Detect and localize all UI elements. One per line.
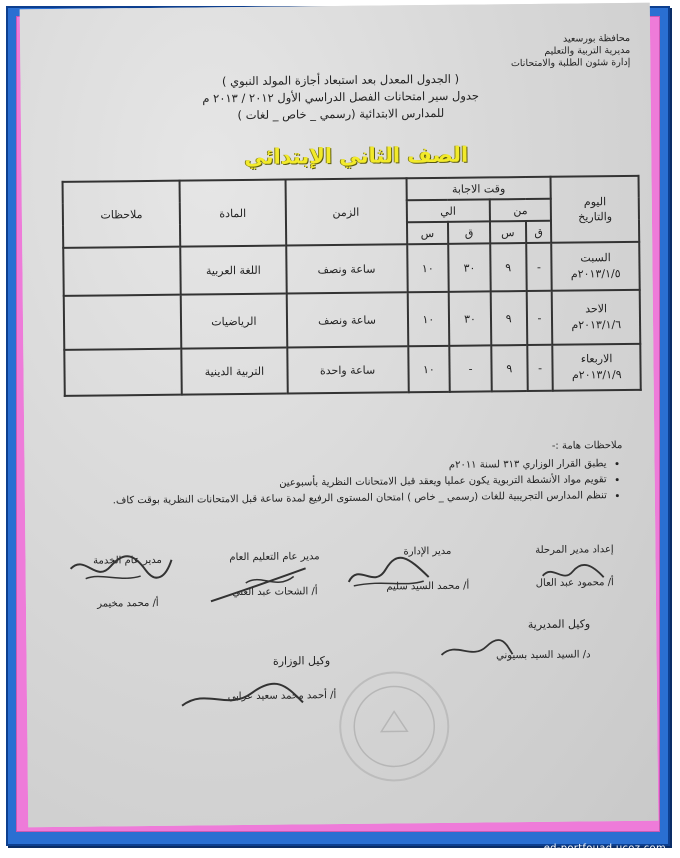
header-notes: ملاحظات (63, 181, 181, 248)
title-line: للمدارس الابتدائية (رسمي _ خاص _ لغات ) (237, 105, 445, 123)
signature-general-ed (209, 550, 339, 599)
header-date: والتاريخ (578, 210, 613, 224)
day: الاربعاء (580, 352, 613, 366)
cell-to-q: ٣٠ (448, 243, 490, 291)
header-answer-time: وقت الاجابة (406, 177, 551, 201)
cell-notes (64, 349, 182, 396)
issuer-line: مديرية التربية والتعليم (544, 44, 631, 57)
cell-duration: ساعة ونصف (286, 244, 407, 293)
cell-duration: ساعة ونصف (286, 292, 408, 347)
header-to: الي (406, 199, 490, 222)
cell-day-date (552, 242, 640, 291)
cell-to-s: ١٠ (407, 292, 449, 346)
table-row (63, 242, 639, 296)
signature-director-general (67, 554, 188, 611)
cell-to-q: ٣٠ (449, 291, 491, 345)
cell-from-q: - (526, 243, 552, 291)
cell-day-date (552, 290, 640, 345)
note-item: • تنظم المدارس التجريبية للغات (رسمي _ خاص ) امتحان المستوى الرفيع لمدة ساعة قبل الامتحانات النظرية بوقت كاف. (63, 489, 607, 509)
exam-schedule-table (62, 175, 642, 397)
important-notes (62, 439, 623, 511)
signature-admin-director (367, 544, 487, 593)
signature-name: أ/ الشحات عبد الغني (231, 586, 318, 599)
signature-ministry-deputy (207, 654, 357, 704)
signature-title: وكيل الوزارة (272, 654, 331, 668)
header-to-s: س (406, 222, 448, 244)
note-item: • تقويم مواد الأنشطة التربوية يكون عمليا ويعقد قبل الامتحانات النظرية بأسبوعين (63, 473, 607, 493)
header-duration: الزمن (285, 178, 407, 245)
day: السبت (580, 251, 611, 265)
grade-title: الصف الثاني الإبتدائي (244, 142, 469, 169)
signature-name: أ/ محمود عبد العال (535, 577, 614, 589)
title-line: جدول سير امتحانات الفصل الدراسي الأول ٢٠١٢ / ٢٠١٣ م (202, 88, 480, 106)
cell-from-s: ٩ (490, 243, 526, 291)
cell-from-q: - (526, 291, 552, 345)
signature-name: د/ السيد السيد بسيوني (496, 649, 591, 662)
signature-stage-director (519, 543, 629, 590)
header-from-q: ق (526, 221, 552, 243)
date: ٢٠١٣/١/٦م (571, 318, 622, 332)
table-row (64, 344, 640, 396)
table-row (64, 290, 641, 350)
notes-list (62, 457, 622, 509)
issuer-line: إدارة شئون الطلبة والامتحانات (510, 56, 631, 70)
note-item: • يطبق القرار الوزاري ٣١٣ لسنة ٢٠١١م (62, 457, 606, 477)
date: ٢٠١٣/١/٥م (570, 267, 621, 281)
header-day-date (551, 176, 639, 243)
cell-to-q: - (449, 345, 491, 391)
signature-title: إعداد مدير المرحلة (535, 544, 614, 556)
signature-title: مدير عام الخدمة (93, 554, 162, 567)
issuer-line: محافظة بورسعيد (562, 32, 631, 45)
official-seal-icon (339, 671, 450, 782)
signature-name: أ/ محمد مخيمر (97, 597, 159, 610)
cell-day-date (553, 344, 641, 391)
cell-from-s: ٩ (491, 345, 527, 391)
signature-title: مدير عام التعليم العام (229, 551, 320, 564)
notes-heading: ملاحظات هامة :- (551, 440, 623, 452)
issuer-header (430, 33, 630, 71)
cell-to-s: ١٠ (407, 244, 449, 292)
cell-from-s: ٩ (491, 291, 527, 345)
cell-notes (64, 295, 182, 350)
cell-duration: ساعة واحدة (287, 346, 408, 393)
header-from: من (490, 199, 552, 222)
cell-subject: الرياضيات (181, 294, 287, 349)
signature-directorate-deputy (450, 617, 590, 662)
document-title (150, 70, 531, 125)
cell-from-q: - (527, 345, 553, 391)
title-line: ( الجدول المعدل بعد استبعاد أجازة المولد النبوي ) (221, 71, 460, 89)
header-from-s: س (490, 221, 526, 243)
signature-name: أ/ أحمد محمد سعيد عرابي (227, 690, 337, 703)
header-to-q: ق (448, 221, 490, 243)
cell-to-s: ١٠ (408, 346, 450, 392)
header-subject: المادة (180, 180, 286, 247)
cell-subject: التربية الدينية (182, 348, 288, 395)
signature-title: وكيل المديرية (527, 617, 591, 632)
signature-title: مدير الإدارة (403, 545, 452, 558)
scanned-document (20, 3, 659, 828)
signature-name: أ/ محمد السيد سليم (386, 580, 470, 593)
site-watermark: ed-portfouad.ucoz.com (543, 843, 666, 854)
header-day: اليوم (583, 195, 607, 209)
cell-subject: اللغة العربية (180, 246, 286, 295)
date: ٢٠١٣/١/٩م (571, 368, 622, 382)
day: الاحد (585, 302, 608, 316)
cell-notes (63, 247, 181, 296)
